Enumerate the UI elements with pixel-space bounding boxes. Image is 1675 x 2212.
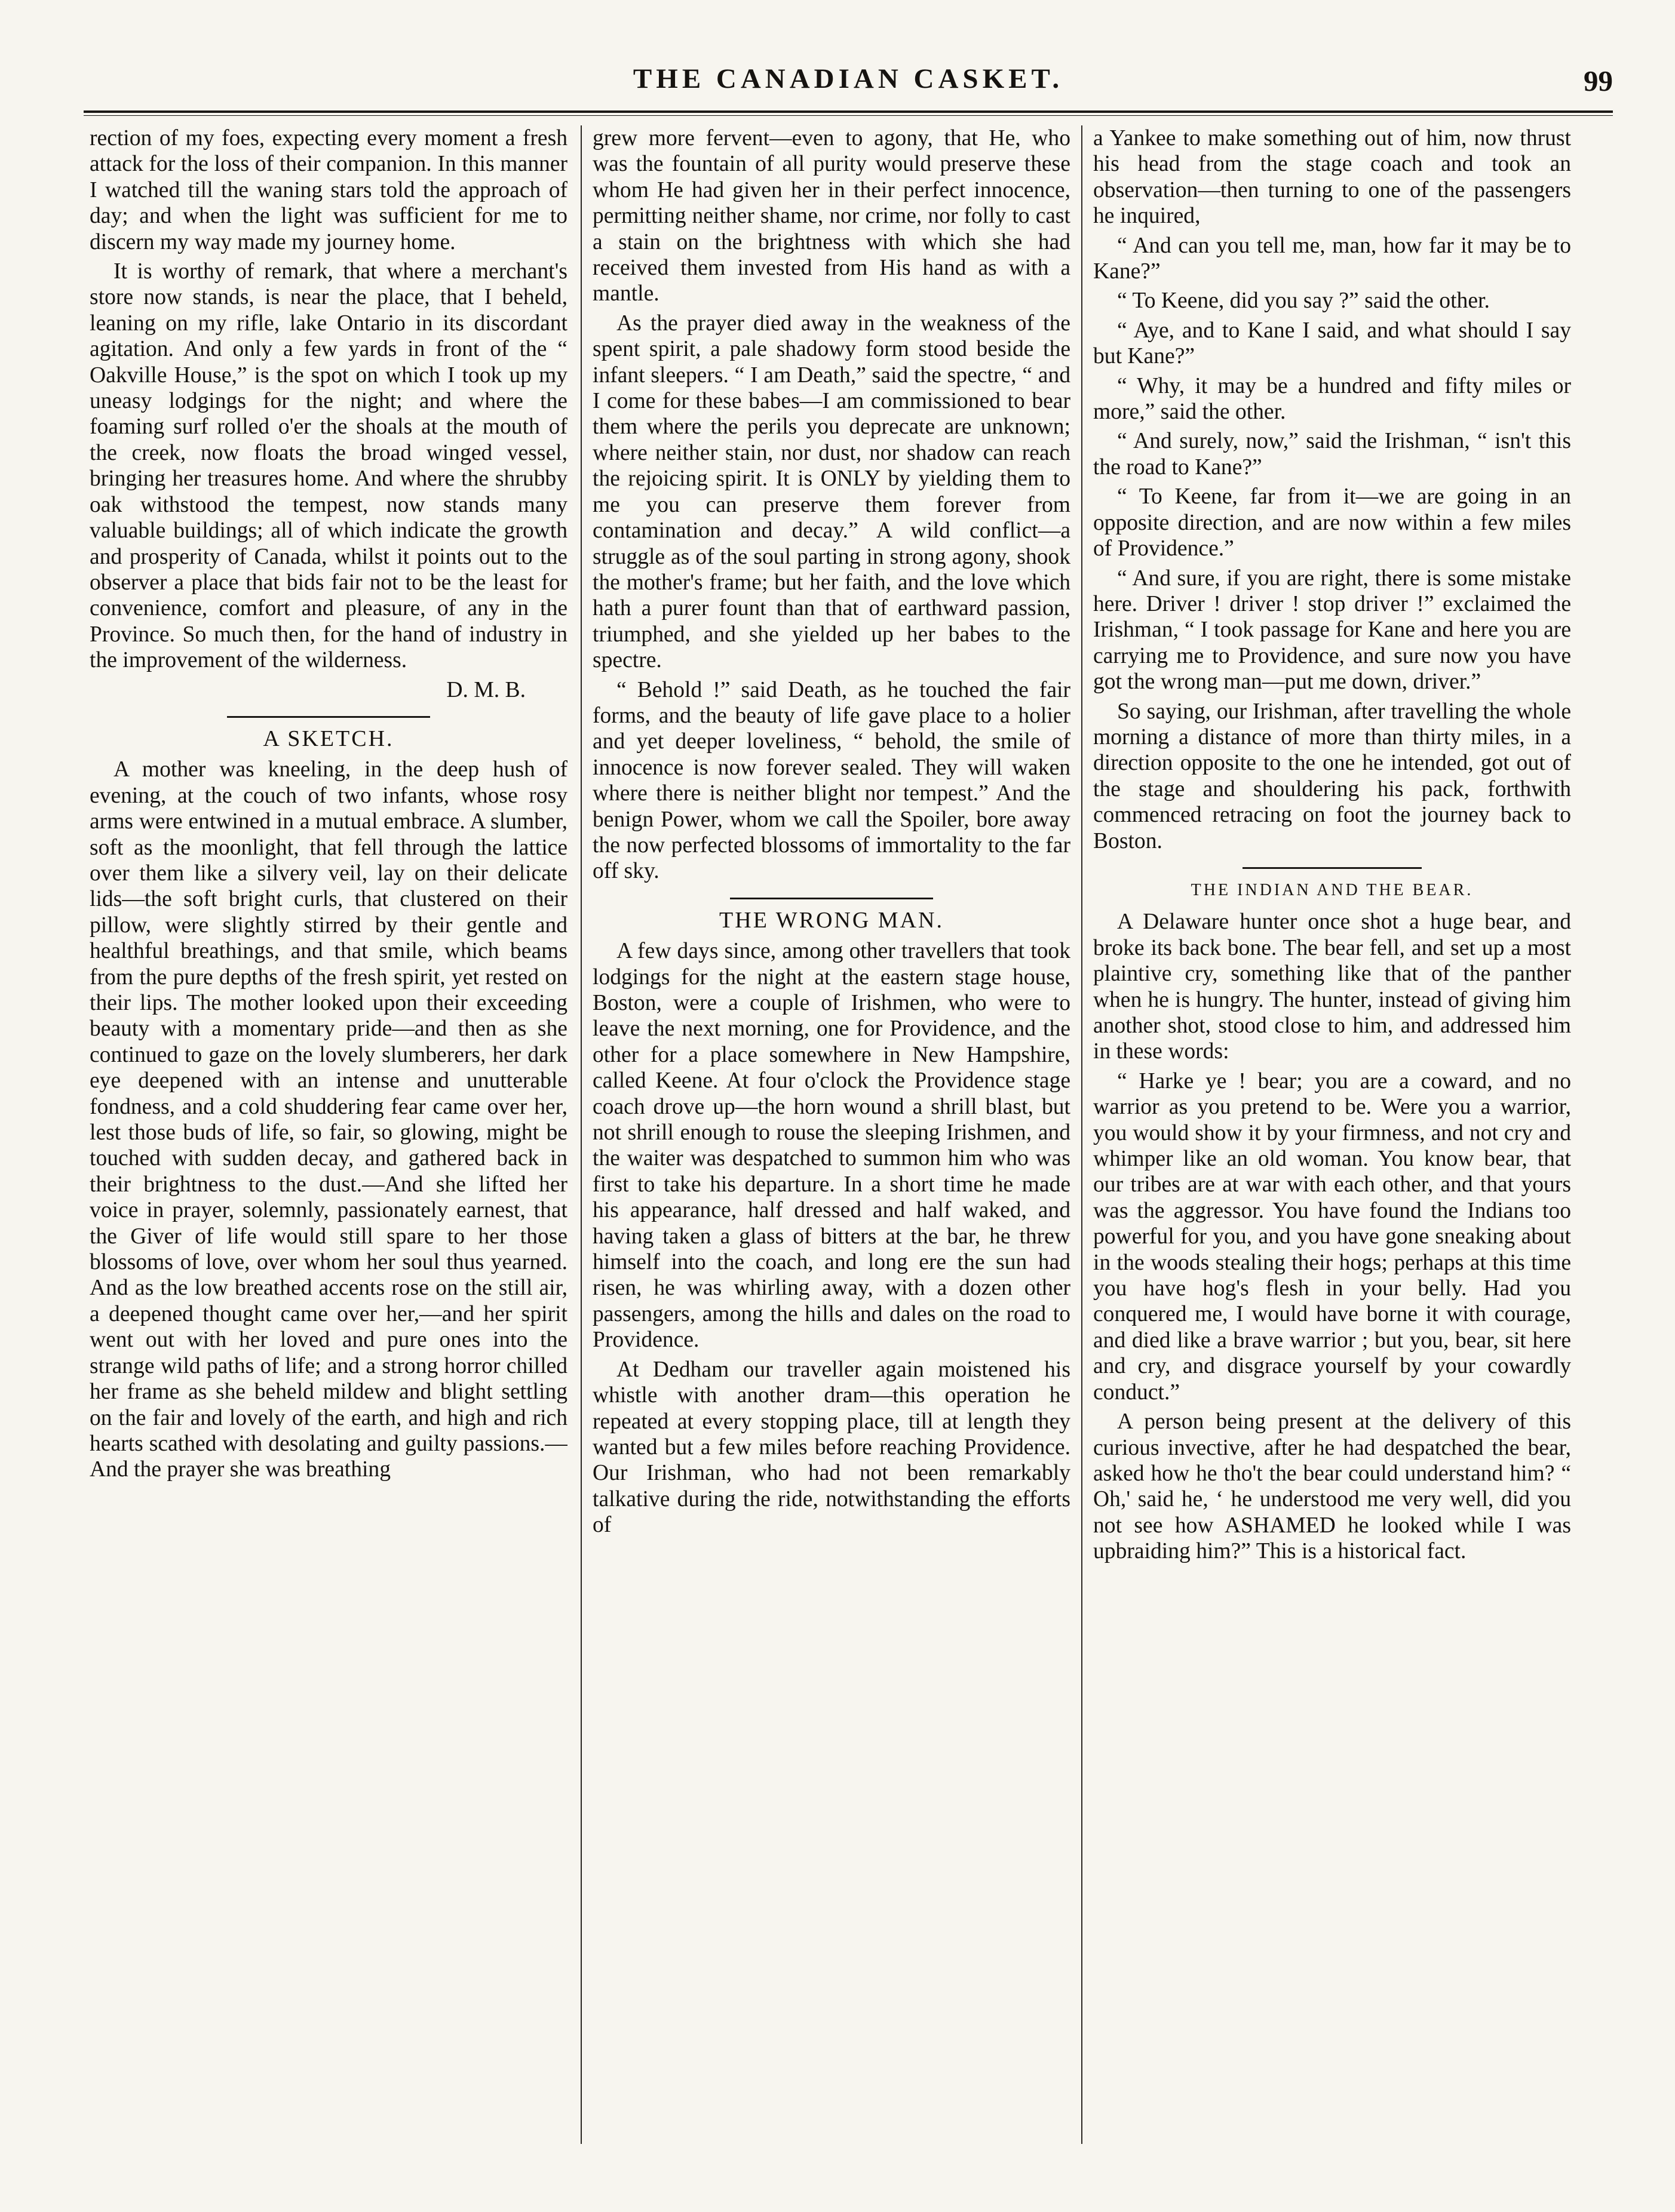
paragraph: “ And sure, if you are right, there is some mistake here. Driver ! driver ! stop driver !” exclaimed the Irishman, “ I took passage for Kane and here you are carrying me to Providence, and sure now you have got the wrong man—put me down, driver.” [1093, 566, 1571, 695]
paragraph: a Yankee to make something out of him, now thrust his head from the stage coach and took an observation—then turning to one of the passengers he inquired, [1093, 126, 1571, 229]
column-divider [1081, 125, 1082, 2144]
paragraph: “ Harke ye ! bear; you are a coward, and no warrior as you pretend to be. Were you a warrior, you would show it by your firmness, and not cry and whimper like an old woman. You know bear, that our tribes are at war with each other, and that yours was the aggressor. You have found the Indians too powerful for you, and you have gone sneaking about in the woods stealing their hogs; perhaps at this time you have hog's flesh in your belly. Had you conquered me, I would have borne it with courage, and died like a brave warrior ; but you, bear, sit here and cry, and disgrace yourself by your cowardly conduct.” [1093, 1068, 1571, 1405]
column-1 [90, 125, 567, 2144]
paragraph: A Delaware hunter once shot a huge bear, and broke its back bone. The bear fell, and set up a most plaintive cry, something like that of the panther when he is hungry. The hunter, instead of giving him another shot, stood close to him, and addressed him in these words: [1093, 910, 1571, 1064]
article-title: THE WRONG MAN. [719, 907, 944, 933]
paragraph: As the prayer died away in the weakness of the spent spirit, a pale shadowy form stood beside the infant sleepers. “ I am Death,” said the spectre, “ and I come for these babes—I am commissioned to bear them where the perils you deprecate are unknown; where neither stain, nor dust, nor shadow can reach the rejoicing spirit. It is ONLY by yielding them to me you can preserve them forever from contamination and decay.” A wild conflict—a struggle as of the soul parting in strong agony, shook the mother's frame; but her faith, and the love which hath a purer fount than that of earthward passion, triumphed, and she yielded up her babes to the spectre. [593, 311, 1070, 673]
paragraph: “ Behold !” said Death, as he touched the fair forms, and the beauty of life gave place to a holier and yet deeper loveliness, “ behold, the smile of innocence is now forever sealed. They will waken where there is neither blight nor tempest.” And the benign Power, whom we call the Spoiler, bore away the now perfected blossoms of immortality to the far off sky. [593, 677, 1070, 884]
paragraph: “ Aye, and to Kane I said, and what should I say but Kane?” [1093, 318, 1571, 369]
paragraph: “ And surely, now,” said the Irishman, “ isn't this the road to Kane?” [1093, 429, 1571, 480]
paragraph: A person being present at the delivery of this curious invective, after he had despatched the bear, asked how he tho't the bear could understand him? “ Oh,' said he, ‘ he understood me very well, did you not see how ASHAMED he looked while I was upbraiding him?” This is a historical fact. [1093, 1409, 1571, 1564]
author-signature: D. M. B. [446, 677, 526, 702]
paragraph: “ Why, it may be a hundred and fifty miles or more,” said the other. [1093, 373, 1571, 425]
column-3 [1093, 125, 1571, 2144]
section-divider [227, 716, 430, 718]
section-divider [1243, 867, 1422, 869]
column-2 [593, 125, 1070, 2144]
section-divider [730, 898, 933, 899]
paragraph: At Dedham our traveller again moistened his whistle with another dram—this operation he repeated at every stopping place, till at length they wanted but a few miles before reaching Providence. Our Irishman, who had not been remarkably talkative during the ride, notwithstanding the efforts of [593, 1357, 1070, 1538]
paragraph: A mother was kneeling, in the deep hush of evening, at the couch of two infants, whose rosy arms were entwined in a mutual embrace. A slumber, soft as the moonlight, that fell through the lattice over them like a silvery veil, lay on their delicate lids—the soft bright curls, that clustered on their pillow, were slightly stirred by their gentle and healthful breathings, and that smile, which beams from the pure depths of the fresh spirit, yet rested on their lips. The mother looked upon their exceeding beauty with a momentary pride—and then as she continued to gaze on the lovely slumberers, her dark eye deepened with an intense and unutterable fondness, and a cold shuddering fear came over her, lest those buds of life, so fair, so glowing, might be touched with sudden decay, and gathered back in their brightness to the dust.—And she lifted her voice in prayer, solemnly, passionately earnest, that the Giver of life would still spare to her those blossoms of love, over whom her soul thus yearned. And as the low breathed accents rose on the still air, a deepened thought came over her,—and her spirit went out with her loved and pure ones into the strange wild paths of life; and a strong horror chilled her frame as she beheld mildew and blight settling on the fair and lovely of the earth, and high and rich hearts scathed with desolating and guilty passions.—And the prayer she was breathing [90, 757, 567, 1482]
publication-title: THE CANADIAN CASKET. [633, 63, 1064, 94]
paragraph: A few days since, among other travellers that took lodgings for the night at the eastern stage house, Boston, were a couple of Irishmen, who were to leave the next morning, one for Providence, and the other for a place somewhere in New Hampshire, called Keene. At four o'clock the Providence stage coach drove up—the horn wound a shrill blast, but not shrill enough to rouse the sleeping Irishmen, and the waiter was despatched to summon him who was first to take his departure. In a short time he made his appearance, half dressed and half waked, and having taken a glass of bitters at the bar, he threw himself into the coach, and long ere the sun had risen, he was whirling away, with a dozen other passengers, among the hills and dales on the road to Providence. [593, 939, 1070, 1353]
masthead [84, 63, 1613, 110]
page-number: 99 [1584, 64, 1613, 97]
column-divider [581, 125, 582, 2144]
paragraph: “ To Keene, far from it—we are going in an opposite direction, and are now within a few miles of Providence.” [1093, 484, 1571, 561]
article-title: THE INDIAN AND THE BEAR. [1191, 880, 1474, 899]
paragraph: grew more fervent—even to agony, that He, who was the fountain of all purity would preserve these whom He had given her in their perfect innocence, permitting neither shame, nor crime, nor folly to cast a stain on the brightness with which she had received them invested from His hand as with a mantle. [593, 126, 1070, 306]
header-rule [84, 110, 1613, 113]
paragraph: “ To Keene, did you say ?” said the other. [1117, 288, 1490, 314]
paragraph: So saying, our Irishman, after travelling the whole morning a distance of more than thirty miles, in a direction opposite to the one he intended, got out of the stage and shouldering his pack, forthwith commenced retracing on foot the journey back to Boston. [1093, 699, 1571, 853]
article-title: A SKETCH. [263, 726, 394, 751]
paragraph: “ And can you tell me, man, how far it may be to Kane?” [1093, 233, 1571, 284]
header-rule-thin [84, 115, 1613, 116]
paragraph: rection of my foes, expecting every moment a fresh attack for the loss of their companion. In this manner I watched till the waning stars told the approach of day; and when the light was sufficient for me to discern my way made my journey home. [90, 126, 567, 254]
paragraph: It is worthy of remark, that where a merchant's store now stands, is near the place, that I beheld, leaning on my rifle, lake Ontario in its discordant agitation. And only a few yards in front of the “ Oakville House,” is the spot on which I took up my uneasy lodgings for the night; and where the foaming surf rolled o'er the shoals at the mouth of the creek, now floats the broad winged vessel, bringing her treasures home. And where the shrubby oak withstood the tempest, now stands many valuable buildings; all of which indicate the growth and prosperity of Canada, whilst it points out to the observer a place that bids fair not to be the least for convenience, comfort and pleasure, of any in the Province. So much then, for the hand of industry in the improvement of the wilderness. [90, 259, 567, 673]
